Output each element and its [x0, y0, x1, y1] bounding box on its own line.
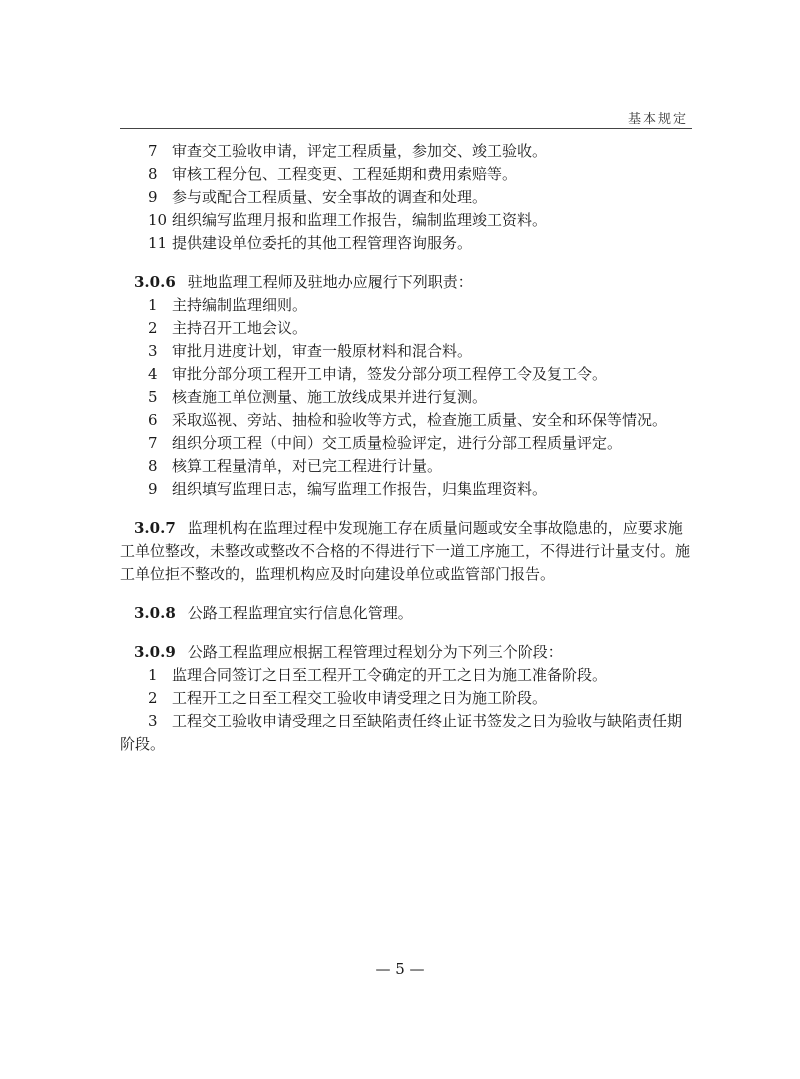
list-item: 1 监理合同签订之日至工程开工令确定的开工之日为施工准备阶段。	[148, 666, 608, 684]
clause-heading: 3.0.8 公路工程监理宜实行信息化管理。	[134, 604, 413, 622]
running-header-title: 基本规定	[627, 112, 688, 127]
list-item: 1 主持编制监理细则。	[148, 296, 308, 314]
list-item: 8 核算工程量清单，对已完工程进行计量。	[148, 457, 443, 475]
list-item: 9 组织填写监理日志，编写监理工作报告，归集监理资料。	[148, 480, 548, 498]
clause-3-0-7	[120, 517, 690, 586]
list-item: 3 工程交工验收申请受理之日至缺陷责任终止证书签发之日为验收与缺陷责任期	[148, 712, 683, 730]
list-item: 6 采取巡视、旁站、抽检和验收等方式，检查施工质量、安全和环保等情况。	[148, 411, 668, 429]
clause-heading: 3.0.6 驻地监理工程师及驻地办应履行下列职责：	[134, 273, 473, 291]
page-number: — 5 —	[375, 960, 425, 978]
list-item-continuation: 阶段。	[120, 735, 166, 753]
list-item: 2 主持召开工地会议。	[148, 319, 308, 337]
list-item: 3 审批月进度计划，审查一般原材料和混合料。	[148, 342, 473, 360]
list-item: 5 核查施工单位测量、施工放线成果并进行复测。	[148, 388, 488, 406]
header-rule	[120, 128, 692, 129]
list-item: 4 审批分部分项工程开工申请，签发分部分项工程停工令及复工令。	[148, 365, 608, 383]
paragraph-line: 3.0.7 监理机构在监理过程中发现施工存在质量问题或安全事故隐患的，应要求施	[134, 519, 683, 537]
list-item: 9 参与或配合工程质量、安全事故的调查和处理。	[148, 188, 488, 206]
list-item: 11 提供建设单位委托的其他工程管理咨询服务。	[148, 234, 473, 252]
clause-heading: 3.0.9 公路工程监理应根据工程管理过程划分为下列三个阶段：	[134, 643, 563, 661]
list-item: 2 工程开工之日至工程交工验收申请受理之日为施工阶段。	[148, 689, 548, 707]
list-item: 7 组织分项工程（中间）交工质量检验评定，进行分部工程质量评定。	[148, 434, 623, 452]
clause-3-0-9	[120, 641, 690, 756]
list-continuation	[120, 140, 690, 255]
paragraph-line: 工单位拒不整改的，监理机构应及时向建设单位或监管部门报告。	[120, 565, 556, 583]
list-item: 10 组织编写监理月报和监理工作报告，编制监理竣工资料。	[148, 211, 548, 229]
clause-3-0-6	[120, 271, 690, 501]
clause-3-0-8	[120, 602, 690, 625]
paragraph-line: 工单位整改，未整改或整改不合格的不得进行下一道工序施工，不得进行计量支付。施	[120, 542, 691, 560]
list-item: 8 审核工程分包、工程变更、工程延期和费用索赔等。	[148, 165, 518, 183]
page-content	[120, 140, 690, 756]
list-item: 7 审查交工验收申请，评定工程质量，参加交、竣工验收。	[148, 142, 548, 160]
